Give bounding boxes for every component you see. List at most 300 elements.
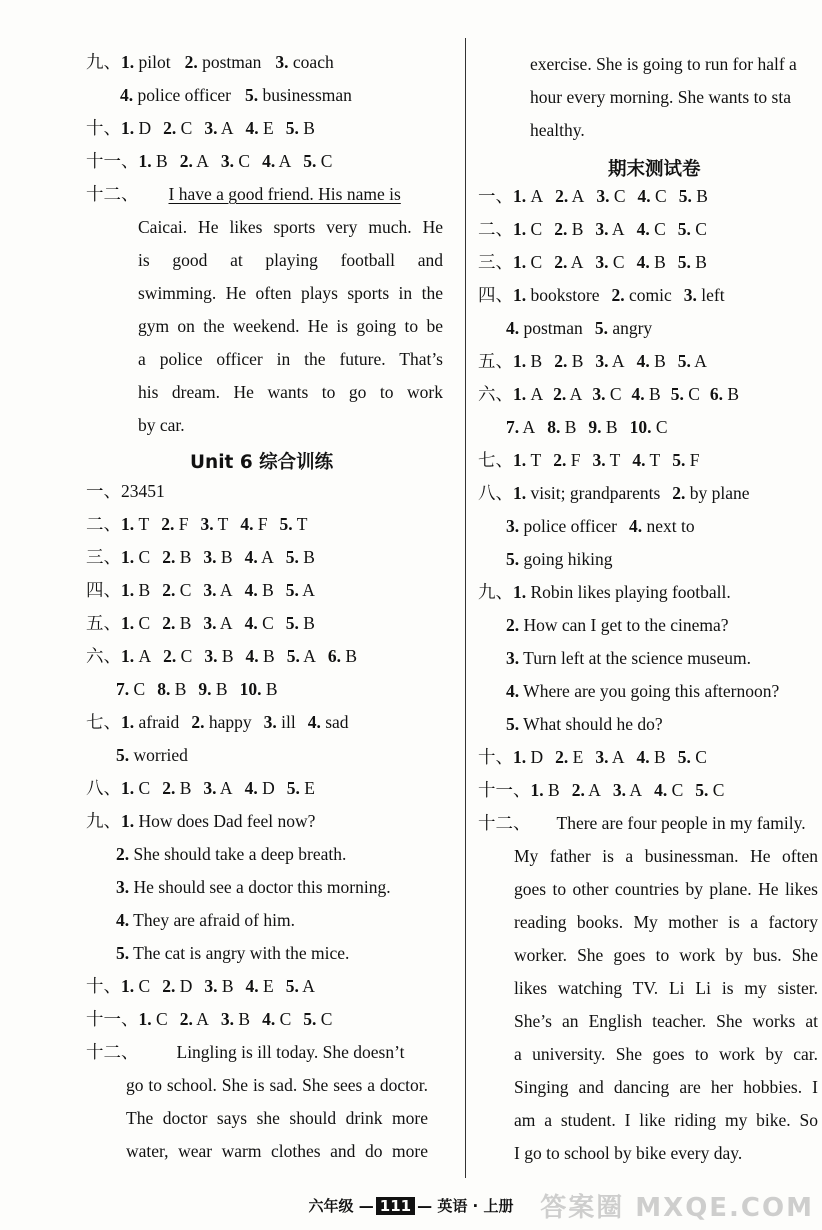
answer-line <box>120 83 352 107</box>
item-answer: C <box>275 1009 292 1029</box>
spacer <box>601 778 613 802</box>
answer-line <box>86 809 315 833</box>
spacer <box>666 745 678 769</box>
spacer <box>700 382 710 406</box>
item-answer: B <box>170 679 187 699</box>
item-number: 1. <box>513 582 527 602</box>
item-number: 3. <box>275 52 289 72</box>
item-answer: He should see a doctor this morning. <box>129 877 391 897</box>
item-number: 3. <box>506 516 520 536</box>
spacer <box>209 1007 221 1031</box>
item-number: 7. <box>116 679 130 699</box>
item-number: 2. <box>553 450 567 470</box>
item-answer: A <box>568 186 585 206</box>
item-answer: B <box>298 547 315 567</box>
item-answer: T <box>526 450 542 470</box>
item-number: 3. <box>116 877 130 897</box>
essay-line: a police officer in the future. That’s <box>138 349 443 369</box>
item-number: 8. <box>547 417 561 437</box>
spacer <box>150 776 162 800</box>
spacer <box>274 545 286 569</box>
item-answer: comic <box>624 285 672 305</box>
item-number: 4. <box>506 318 520 338</box>
item-number: 5. <box>677 252 691 272</box>
essay-line: his dream. He wants to go to work <box>138 382 443 402</box>
answer-line <box>506 679 779 703</box>
item-answer: businessman <box>258 85 352 105</box>
item-number: 1. <box>121 580 135 600</box>
item-number: 2. <box>555 186 569 206</box>
item-number: 3. <box>506 648 520 668</box>
item-number: 1. <box>121 712 135 732</box>
answer-line: 一、23451 <box>86 481 165 501</box>
item-number: 3. <box>595 219 609 239</box>
section-label: 七、 <box>478 450 513 470</box>
spacer <box>600 283 612 307</box>
answer-line <box>506 646 751 670</box>
spacer <box>191 545 203 569</box>
answer-line <box>86 710 349 734</box>
item-answer: A <box>216 778 233 798</box>
item-answer: bookstore <box>526 285 600 305</box>
item-number: 5. <box>285 547 299 567</box>
answer-line <box>478 745 707 769</box>
item-answer: B <box>211 679 228 699</box>
item-answer: B <box>217 976 234 996</box>
spacer <box>583 745 595 769</box>
spacer <box>666 217 678 241</box>
item-answer: C <box>651 417 668 437</box>
item-number: 4. <box>636 351 650 371</box>
section-label: 十二、 <box>86 184 139 204</box>
item-number: 2. <box>162 547 176 567</box>
item-number: 2. <box>672 483 686 503</box>
essay-line: Caicai. He likes sports very much. He <box>138 217 443 237</box>
spacer <box>542 217 554 241</box>
item-number: 1. <box>121 52 135 72</box>
item-number: 1. <box>121 646 135 666</box>
item-number: 3. <box>595 252 609 272</box>
item-number: 3. <box>204 976 218 996</box>
item-answer: C <box>650 186 667 206</box>
item-number: 4. <box>245 646 259 666</box>
item-number: 4. <box>631 384 645 404</box>
spacer <box>583 217 595 241</box>
essay-line: likes watching TV. Li Li is my sister. <box>514 978 818 998</box>
spacer <box>228 512 240 536</box>
item-answer: C <box>609 186 626 206</box>
answer-line <box>86 545 315 569</box>
footer-subject: 英语 · 上册 <box>437 1197 514 1215</box>
essay-line: She’s an English teacher. She works at <box>514 1011 818 1031</box>
spacer <box>150 974 162 998</box>
item-answer: E <box>568 747 584 767</box>
section-label: 三、 <box>86 547 121 567</box>
section-label: 四、 <box>478 285 513 305</box>
spacer <box>625 217 637 241</box>
item-number: 1. <box>121 811 135 831</box>
item-answer: left <box>696 285 725 305</box>
item-number: 1. <box>121 514 135 534</box>
item-number: 1. <box>513 450 527 470</box>
item-answer: B <box>526 351 543 371</box>
item-answer: Robin likes playing football. <box>526 582 731 602</box>
spacer <box>234 644 246 668</box>
spacer <box>168 1007 180 1031</box>
item-number: 3. <box>220 151 234 171</box>
item-answer: B <box>175 778 192 798</box>
essay-line: exercise. She is going to run for half a <box>530 54 797 74</box>
item-number: 6. <box>327 646 342 666</box>
item-number: 1. <box>513 219 527 239</box>
item-answer: B <box>567 219 584 239</box>
item-number: 2. <box>162 613 176 633</box>
essay-line: goes to other countries by plane. He likes <box>514 879 818 899</box>
item-answer: B <box>258 646 275 666</box>
spacer <box>672 283 684 307</box>
item-answer: C <box>526 252 543 272</box>
item-number: 2. <box>554 252 568 272</box>
spacer <box>274 611 286 635</box>
item-answer: A <box>566 384 583 404</box>
item-answer: C <box>134 613 151 633</box>
essay-line: swimming. He often plays sports in the <box>138 283 443 303</box>
answer-line <box>506 712 663 736</box>
item-answer: A <box>519 417 536 437</box>
spacer <box>666 250 678 274</box>
item-number: 5. <box>506 714 520 734</box>
section-label: 十二、 <box>86 1042 139 1062</box>
spacer <box>234 974 246 998</box>
item-number: 2. <box>554 219 568 239</box>
item-number: 4. <box>636 252 650 272</box>
spacer <box>186 677 198 701</box>
item-number: 2. <box>179 151 193 171</box>
item-answer: A <box>608 219 625 239</box>
item-number: 3. <box>596 186 610 206</box>
item-answer: F <box>174 514 189 534</box>
item-answer: C <box>605 384 622 404</box>
item-answer: A <box>526 186 544 206</box>
spacer <box>626 184 638 208</box>
item-answer: A <box>134 646 152 666</box>
item-answer: What should he do? <box>519 714 663 734</box>
section-label: 八、 <box>86 778 121 798</box>
spacer <box>274 974 286 998</box>
item-answer: C <box>608 252 625 272</box>
item-answer: Where are you going this afternoon? <box>519 681 780 701</box>
spacer <box>667 184 679 208</box>
item-answer: How does Dad feel now? <box>134 811 316 831</box>
answer-line <box>116 677 278 701</box>
essay-line: worker. She goes to work by bus. She <box>514 945 818 965</box>
spacer <box>617 514 629 538</box>
item-answer: afraid <box>134 712 180 732</box>
spacer <box>642 778 654 802</box>
item-answer: B <box>298 613 315 633</box>
spacer <box>543 745 555 769</box>
item-answer: A <box>526 384 544 404</box>
item-answer: A <box>216 580 233 600</box>
item-answer: B <box>257 580 274 600</box>
essay-line: gym on the weekend. He is going to be <box>138 316 443 336</box>
section-label: 九、 <box>86 811 121 831</box>
item-number: 1. <box>138 151 152 171</box>
essay-line: a university. She goes to work by car. <box>514 1044 818 1064</box>
item-answer: A <box>584 780 601 800</box>
spacer <box>625 349 637 373</box>
item-number: 5. <box>677 351 691 371</box>
item-number: 5. <box>286 646 300 666</box>
spacer <box>233 578 245 602</box>
item-answer: B <box>261 679 278 699</box>
answer-line <box>116 908 295 932</box>
spacer <box>275 644 287 668</box>
spacer <box>291 149 303 173</box>
spacer <box>228 677 240 701</box>
item-number: 1. <box>513 384 527 404</box>
spacer <box>535 415 547 439</box>
essay-first-line <box>478 811 806 835</box>
item-answer: C <box>176 118 193 138</box>
answer-line <box>86 116 315 140</box>
item-number: 5. <box>672 450 686 470</box>
section-label: 三、 <box>478 252 513 272</box>
item-number: 10. <box>629 417 652 437</box>
answer-line <box>86 512 307 536</box>
item-number: 2. <box>162 778 176 798</box>
answer-line <box>506 415 668 439</box>
spacer <box>542 250 554 274</box>
essay-line: healthy. <box>530 120 585 140</box>
item-answer: going hiking <box>519 549 613 569</box>
item-number: 5. <box>303 1009 317 1029</box>
item-number: 2. <box>162 580 176 600</box>
essay-first-line <box>86 182 401 206</box>
answer-line <box>478 217 707 241</box>
item-answer: B <box>560 417 577 437</box>
item-number: 3. <box>203 547 217 567</box>
item-answer: A <box>299 646 316 666</box>
item-answer: She should take a deep breath. <box>129 844 347 864</box>
item-answer: coach <box>288 52 334 72</box>
item-answer: The cat is angry with the mice. <box>129 943 350 963</box>
spacer <box>660 448 672 472</box>
item-number: 5. <box>285 580 299 600</box>
spacer <box>150 578 162 602</box>
item-number: 1. <box>121 547 135 567</box>
answer-line <box>478 481 750 505</box>
item-number: 3. <box>204 646 218 666</box>
item-answer: C <box>316 1009 333 1029</box>
item-number: 1. <box>513 186 527 206</box>
item-answer: C <box>316 151 333 171</box>
section-label: 九、 <box>478 582 513 602</box>
item-number: 4. <box>245 976 259 996</box>
answer-line <box>506 547 612 571</box>
item-number: 3. <box>592 450 606 470</box>
item-number: 5. <box>116 745 130 765</box>
item-number: 2. <box>163 118 177 138</box>
spacer <box>580 448 592 472</box>
spacer <box>150 611 162 635</box>
item-number: 1. <box>138 1009 152 1029</box>
item-number: 4. <box>637 186 651 206</box>
item-answer: postman <box>519 318 583 338</box>
item-number: 7. <box>506 417 520 437</box>
item-number: 1. <box>513 747 527 767</box>
footer-grade: 六年级 <box>308 1197 354 1215</box>
item-number: 1. <box>121 118 135 138</box>
section-label: 二、 <box>478 219 513 239</box>
item-number: 5. <box>285 613 299 633</box>
spacer <box>192 116 204 140</box>
item-answer: C <box>708 780 725 800</box>
essay-line: My father is a businessman. He often <box>514 846 818 866</box>
spacer <box>583 349 595 373</box>
spacer <box>618 415 630 439</box>
spacer <box>250 1007 262 1031</box>
answer-line <box>478 349 707 373</box>
page-footer: 六年级 — 111 — 英语 · 上册 <box>308 1197 514 1215</box>
answer-line <box>86 644 357 668</box>
answer-line <box>478 448 699 472</box>
item-answer: A <box>275 151 292 171</box>
item-number: 1. <box>513 285 527 305</box>
item-answer: postman <box>197 52 262 72</box>
item-answer: B <box>175 613 192 633</box>
section-label: 九、 <box>86 52 121 72</box>
answer-line <box>86 578 315 602</box>
item-number: 5. <box>678 186 692 206</box>
section-label: 十一、 <box>86 1009 139 1029</box>
essay-line: is good at playing football and <box>138 250 443 270</box>
item-answer: E <box>258 118 274 138</box>
spacer <box>576 415 588 439</box>
item-number: 4. <box>506 681 520 701</box>
item-answer: by plane <box>685 483 750 503</box>
item-answer: T <box>292 514 308 534</box>
spacer <box>625 250 637 274</box>
item-answer: C <box>683 384 700 404</box>
section-label: 六、 <box>86 646 121 666</box>
item-answer: Turn left at the science museum. <box>519 648 751 668</box>
item-number: 4. <box>636 747 650 767</box>
item-number: 3. <box>683 285 697 305</box>
item-number: 9. <box>198 679 212 699</box>
item-answer: A <box>690 351 707 371</box>
section-label: 五、 <box>86 613 121 633</box>
item-answer: B <box>217 646 234 666</box>
item-number: 5. <box>670 384 684 404</box>
item-number: 5. <box>286 778 300 798</box>
item-number: 3. <box>612 780 626 800</box>
item-answer: C <box>526 219 543 239</box>
spacer <box>541 448 553 472</box>
watermark: 答案圈 MXQE.COM <box>540 1193 814 1223</box>
item-answer: B <box>649 747 666 767</box>
spacer <box>582 382 592 406</box>
answer-line <box>506 514 695 538</box>
spacer <box>291 1007 303 1031</box>
item-answer: D <box>526 747 544 767</box>
item-answer: B <box>567 351 584 371</box>
item-number: 3. <box>263 712 277 732</box>
item-number: 4. <box>116 910 130 930</box>
item-number: 3. <box>203 580 217 600</box>
item-number: 5. <box>285 118 299 138</box>
item-answer: D <box>134 118 152 138</box>
spacer <box>191 578 203 602</box>
item-answer: B <box>543 780 560 800</box>
item-answer: police officer <box>133 85 231 105</box>
spacer <box>316 644 328 668</box>
item-answer: C <box>134 778 151 798</box>
item-answer: C <box>134 976 151 996</box>
item-answer: A <box>626 780 643 800</box>
item-answer: C <box>649 219 666 239</box>
spacer <box>168 149 180 173</box>
item-number: 2. <box>161 514 175 534</box>
item-number: 2. <box>191 712 205 732</box>
item-number: 1. <box>513 351 527 371</box>
answer-line <box>506 613 729 637</box>
item-number: 4. <box>262 1009 276 1029</box>
item-number: 5. <box>279 514 293 534</box>
answer-line <box>86 974 315 998</box>
item-answer: B <box>649 351 666 371</box>
essay-line: hour every morning. She wants to sta <box>530 87 791 107</box>
item-answer: How can I get to the cinema? <box>519 615 729 635</box>
item-answer: B <box>723 384 740 404</box>
essay-text: I have a good friend. His name is <box>168 184 401 204</box>
item-answer: C <box>151 1009 168 1029</box>
section-label: 五、 <box>478 351 513 371</box>
item-answer: B <box>298 118 315 138</box>
item-answer: F <box>566 450 581 470</box>
item-number: 5. <box>677 219 691 239</box>
item-number: 4. <box>120 85 134 105</box>
spacer <box>542 349 554 373</box>
item-answer: T <box>213 514 229 534</box>
item-answer: F <box>253 514 268 534</box>
answer-line <box>478 283 725 307</box>
item-number: 4. <box>244 547 258 567</box>
section-label: 十一、 <box>86 151 139 171</box>
spacer <box>275 776 287 800</box>
spacer <box>683 778 695 802</box>
item-number: 5. <box>506 549 520 569</box>
item-answer: visit; grandparents <box>526 483 661 503</box>
essay-line: am a student. I like riding my bike. So <box>514 1110 818 1130</box>
item-number: 2. <box>554 351 568 371</box>
spacer <box>171 50 185 74</box>
item-answer: happy <box>204 712 252 732</box>
item-number: 4. <box>628 516 643 536</box>
item-number: 5. <box>303 151 317 171</box>
essay-text: Lingling is ill today. She doesn’t <box>176 1042 405 1062</box>
section-label: 一、 <box>478 186 513 206</box>
item-answer: D <box>257 778 275 798</box>
section-label: 七、 <box>86 712 121 732</box>
item-number: 4. <box>307 712 321 732</box>
item-number: 4. <box>262 151 276 171</box>
spacer <box>584 184 596 208</box>
item-answer: C <box>690 747 707 767</box>
item-number: 3. <box>204 118 218 138</box>
item-answer: C <box>134 547 151 567</box>
item-answer: B <box>175 547 192 567</box>
